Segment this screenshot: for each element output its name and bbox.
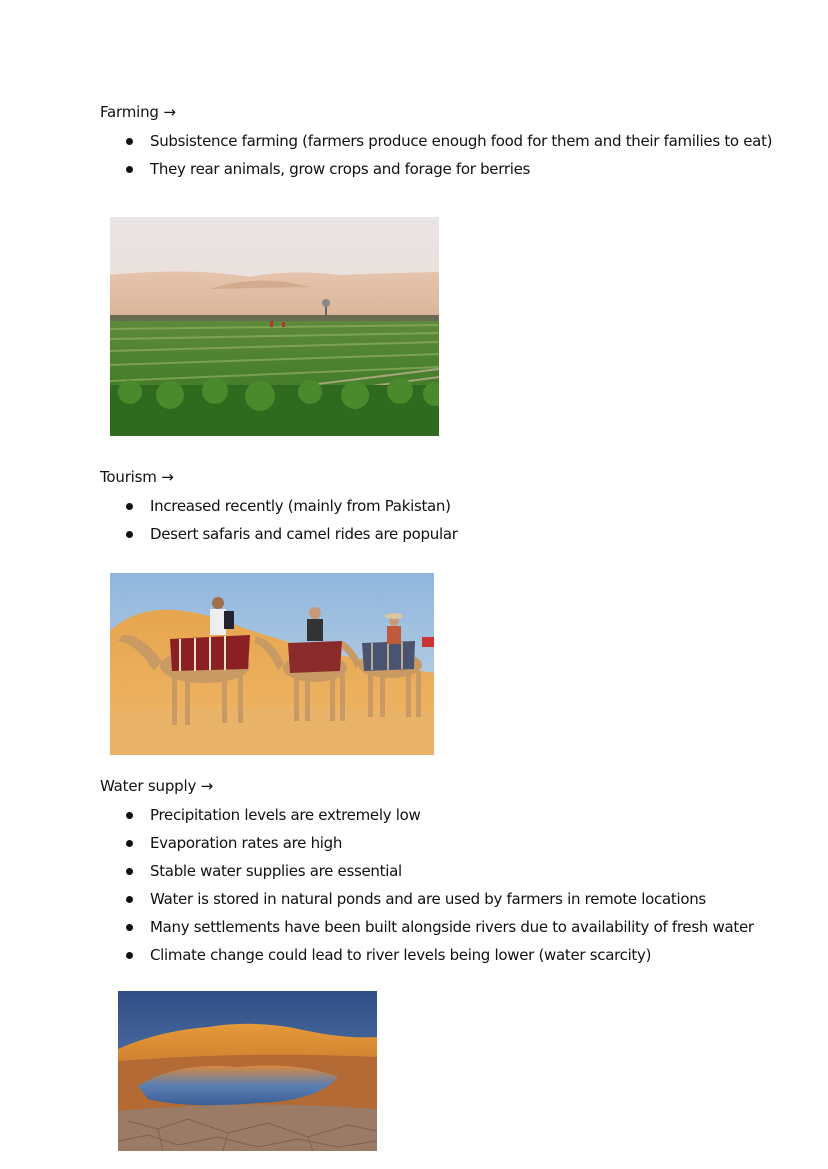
camel-ride-photo [110, 573, 434, 755]
list-item: Many settlements have been built alongside rivers due to availability of fresh water [126, 913, 754, 941]
list-item: They rear animals, grow crops and forage for berries [126, 155, 772, 183]
list-item: Climate change could lead to river levels being lower (water scarcity) [126, 941, 754, 969]
list-item: Desert safaris and camel rides are popular [126, 520, 458, 548]
list-item: Water is stored in natural ponds and are used by farmers in remote locations [126, 885, 754, 913]
list-item: Evaporation rates are high [126, 829, 754, 857]
desert-pond-photo [118, 991, 377, 1151]
list-item: Increased recently (mainly from Pakistan) [126, 492, 458, 520]
list-item: Subsistence farming (farmers produce enough food for them and their families to eat) [126, 127, 772, 155]
list-item: Stable water supplies are essential [126, 857, 754, 885]
farm-field-photo [110, 217, 439, 436]
farming-bullet-list [126, 127, 772, 183]
farming-heading: Farming → [100, 103, 176, 121]
tourism-bullet-list [126, 492, 458, 548]
tourism-heading: Tourism → [100, 468, 174, 486]
water-supply-bullet-list [126, 801, 754, 969]
list-item: Precipitation levels are extremely low [126, 801, 754, 829]
water-supply-heading: Water supply → [100, 777, 214, 795]
